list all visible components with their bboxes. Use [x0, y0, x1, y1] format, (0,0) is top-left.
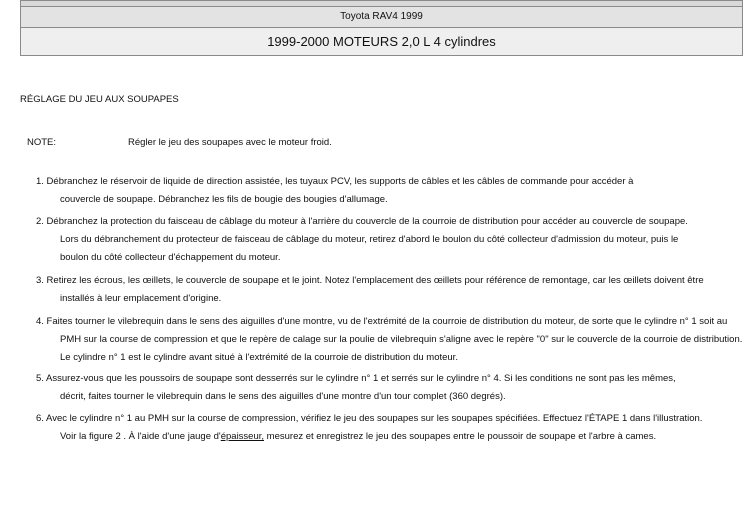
- document-header: [20, 0, 743, 56]
- step-2: [36, 213, 736, 267]
- step-6: [36, 410, 736, 446]
- step-6-line-1: 6. Avec le cylindre n° 1 au PMH sur la course de compression, vérifiez le jeu des soupapes sur les soupapes spécifiées. Effectuez l'ÉTAPE 1 dans l'illustration.: [36, 413, 703, 424]
- engine-title: 1999-2000 MOTEURS 2,0 L 4 cylindres: [21, 28, 742, 55]
- step-5: [36, 370, 736, 406]
- step-6-line-2-before: Voir la figure 2 . À l'aide d'une jauge d': [60, 431, 221, 442]
- step-6-underlined-word: épaisseur,: [220, 431, 265, 442]
- step-4-line-2: PMH sur la course de compression et que le repère de calage sur la poulie de vilebrequin s'aligne avec le repère "0" sur le couvercle de la courroie de distribution.: [60, 334, 743, 345]
- step-3-line-2: installés à leur emplacement d'origine.: [60, 293, 222, 304]
- step-6-line-2: [36, 428, 736, 446]
- step-2-line-1: 2. Débranchez la protection du faisceau de câblage du moteur à l'arrière du couvercle de la courroie de distribution pour accéder au couvercle de soupape.: [36, 216, 688, 227]
- step-5-line-1: 5. Assurez-vous que les poussoirs de soupape sont desserrés sur le cylindre n° 1 et serrés sur le cylindre n° 4. Si les conditions ne sont pas les mêmes,: [36, 373, 676, 384]
- note-text: Régler le jeu des soupapes avec le moteur froid.: [128, 137, 332, 148]
- step-4-line-1: 4. Faites tourner le vilebrequin dans le sens des aiguilles d'une montre, vu de l'extrémité de la courroie de distribution du moteur, de sorte que le cylindre n° 1 soit au: [36, 316, 728, 327]
- step-3-line-1: 3. Retirez les écrous, les œillets, le couvercle de soupape et le joint. Notez l'emplacement des œillets pour référence de remontage, car les œillets doivent être: [36, 275, 704, 286]
- step-1: [36, 173, 736, 209]
- note-label: NOTE:: [27, 137, 57, 148]
- step-1-line-2: couvercle de soupape. Débranchez les fils de bougie des bougies d'allumage.: [60, 194, 388, 205]
- step-5-line-2: décrit, faites tourner le vilebrequin dans le sens des aiguilles d'une montre d'un tour complet (360 degrés).: [60, 391, 506, 402]
- step-4-line-3: Le cylindre n° 1 est le cylindre avant situé à l'extrémité de la courroie de distribution du moteur.: [60, 352, 458, 363]
- vehicle-model: Toyota RAV4 1999: [21, 7, 742, 28]
- step-4: [36, 313, 743, 367]
- step-6-line-2-after: mesurez et enregistrez le jeu des soupapes entre le poussoir de soupape et l'arbre à cames.: [264, 431, 657, 442]
- step-1-line-1: 1. Débranchez le réservoir de liquide de direction assistée, les tuyaux PCV, les supports de câbles et les câbles de commande pour accéder à: [36, 176, 634, 187]
- section-title: RÉGLAGE DU JEU AUX SOUPAPES: [20, 94, 179, 105]
- step-2-line-3: boulon du côté collecteur d'échappement du moteur.: [60, 252, 281, 263]
- step-3: [36, 272, 736, 308]
- step-2-line-2: Lors du débranchement du protecteur de faisceau de câblage du moteur, retirez d'abord le boulon du côté collecteur d'admission du moteur, puis le: [60, 234, 679, 245]
